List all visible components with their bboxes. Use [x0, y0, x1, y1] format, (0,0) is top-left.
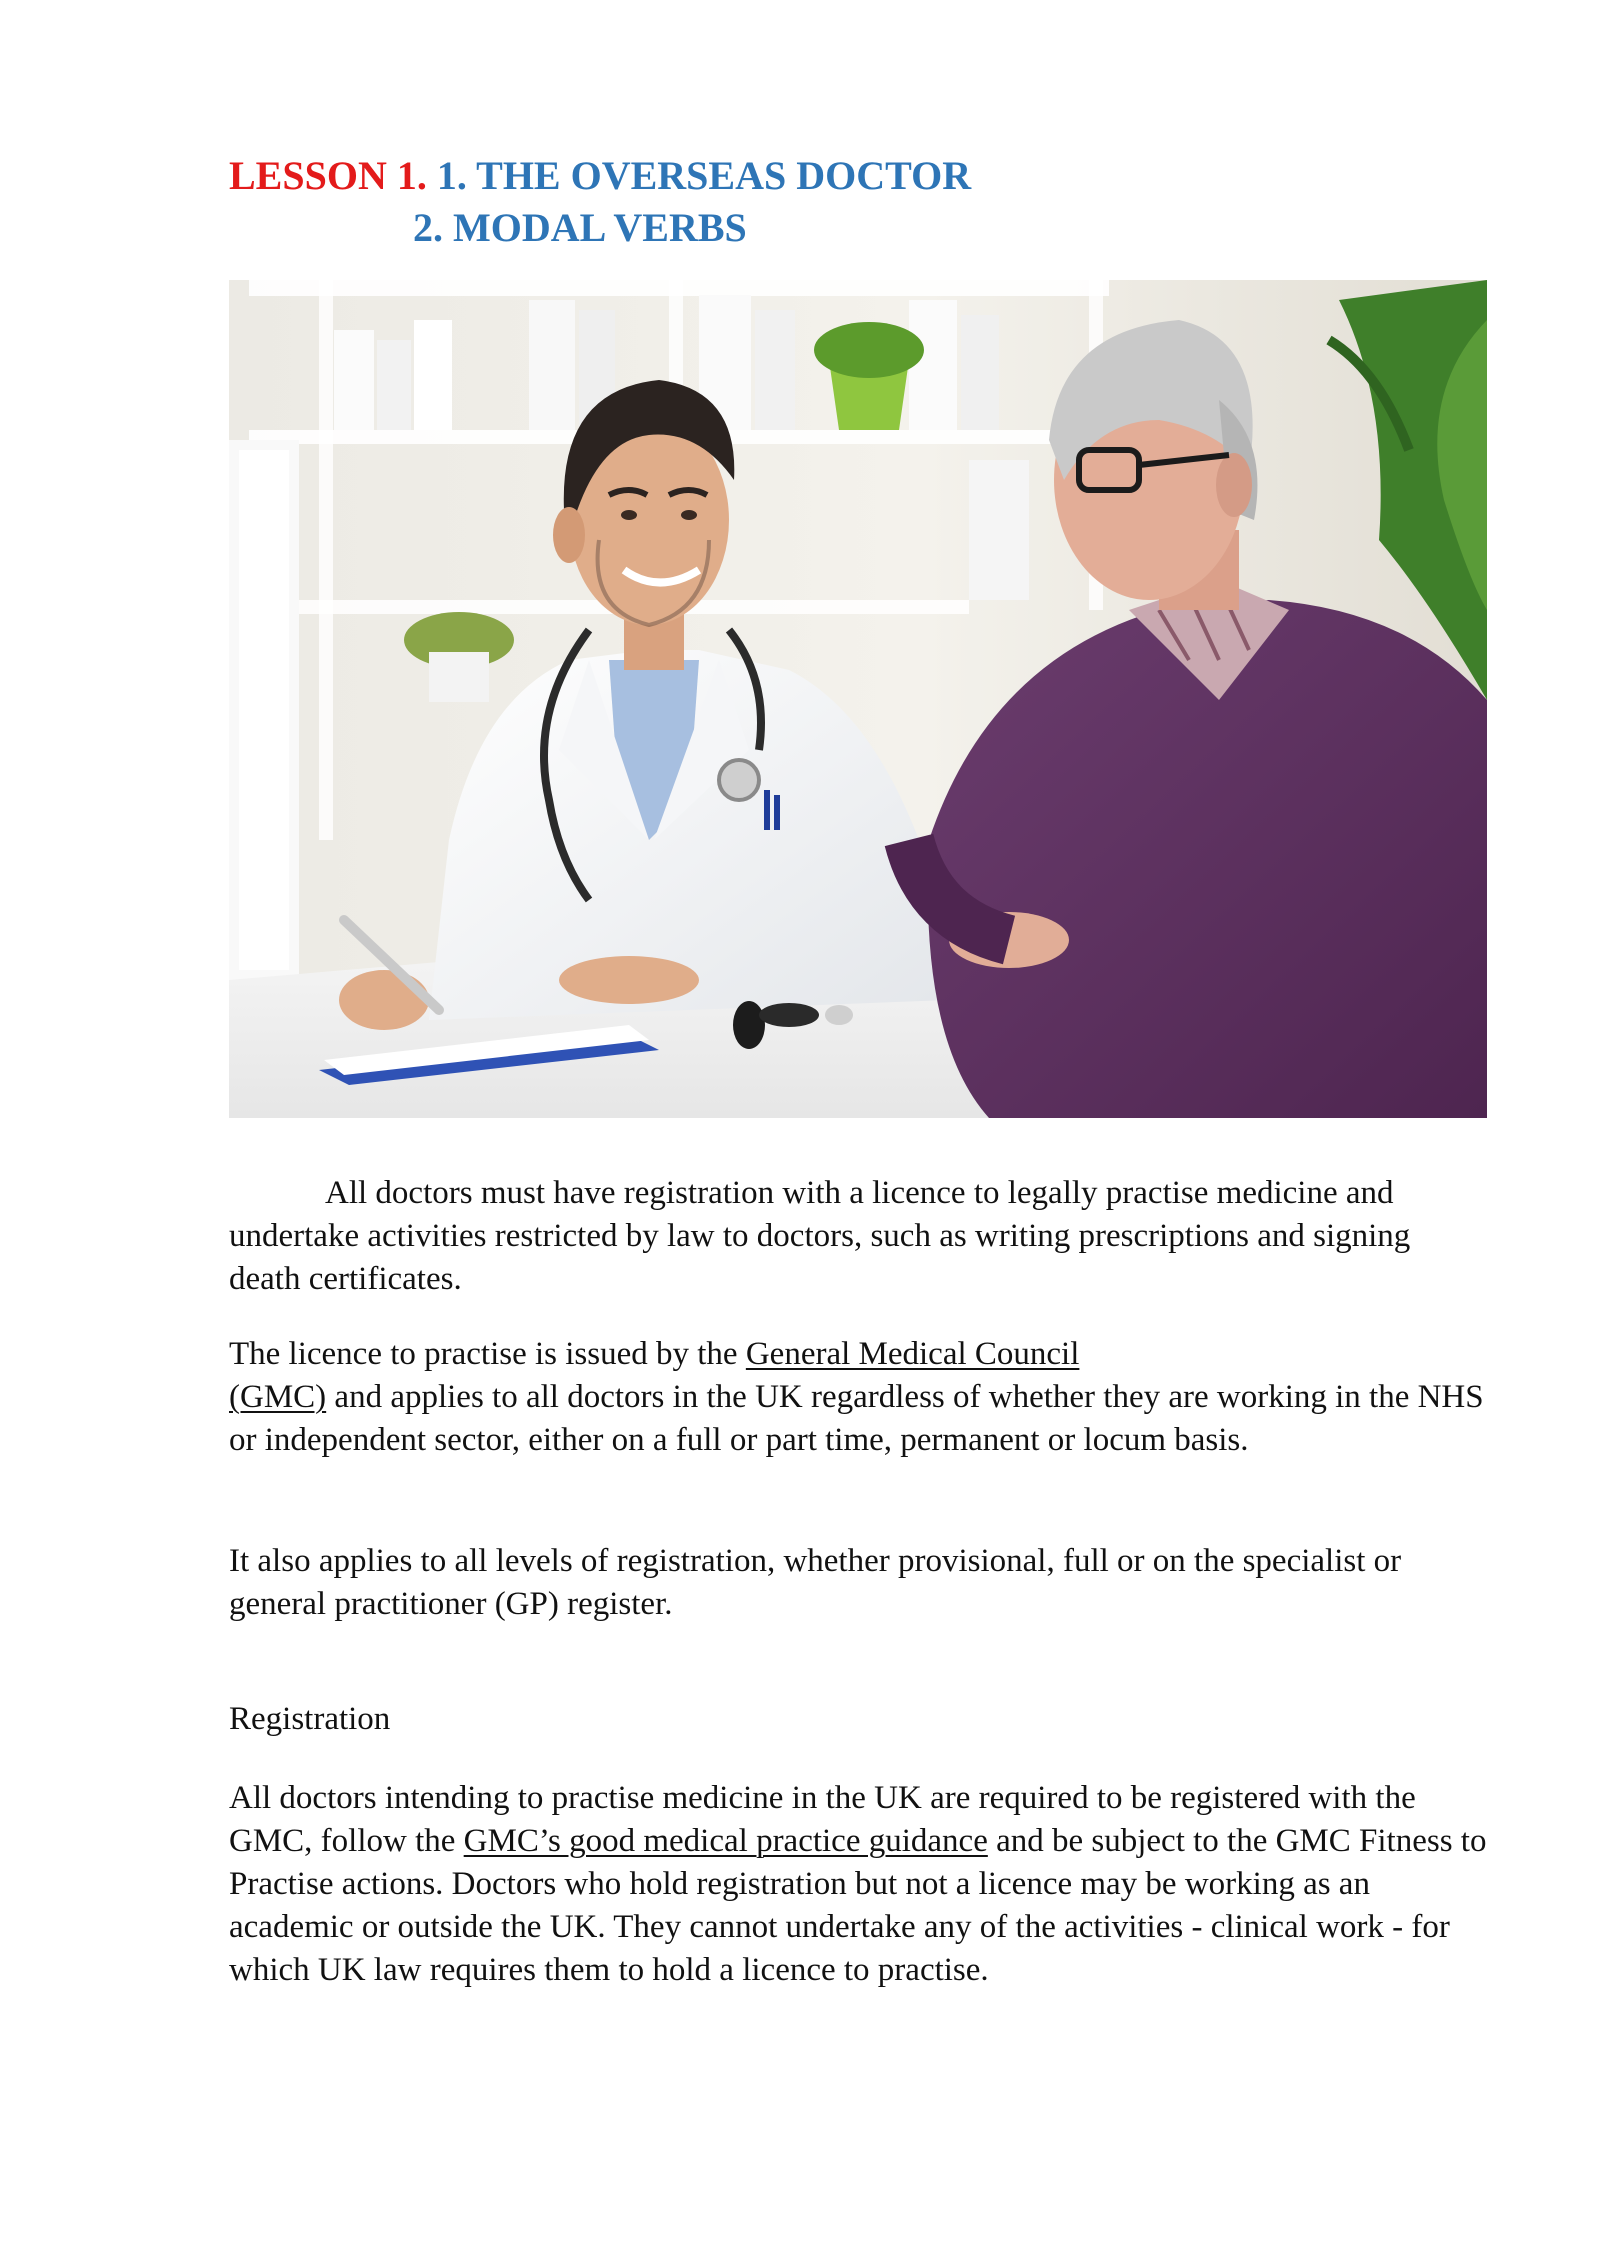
- paragraph-licence-issuer-text-start: The licence to practise is issued by the: [229, 1336, 746, 1372]
- lesson-label: LESSON 1.: [229, 153, 427, 198]
- title-topic-1: 1. THE OVERSEAS DOCTOR: [436, 153, 972, 198]
- paragraph-licence-issuer: [229, 1333, 1489, 1462]
- gmc-link-text-1: General Medical Council: [745, 1336, 1080, 1372]
- gmc-link-text-2: (GMC): [229, 1379, 327, 1415]
- paragraph-registration-levels: It also applies to all levels of registration, whether provisional, full or on the specialist or general practitioner (GP) register.: [229, 1543, 1402, 1622]
- doctor-patient-photo: [229, 280, 1487, 1118]
- registration-heading: Registration: [229, 1701, 391, 1737]
- title-topic-2: 2. MODAL VERBS: [413, 205, 747, 250]
- paragraph-registration-text-start: All doctors intending to practise medicine in the UK are required to be registered with the GMC, follow the: [229, 1780, 1416, 1859]
- paragraph-licence-issuer-text-end: and applies to all doctors in the UK regardless of whether they are working in the NHS or independent sector, either on a full or part time, permanent or locum basis.: [229, 1379, 1484, 1458]
- lesson-title: [229, 150, 971, 254]
- paragraph-licence-requirement: All doctors must have registration with a licence to legally practise medicine and undertake activities restricted by law to doctors, such as writing prescriptions and signing death certificates.: [229, 1175, 1411, 1297]
- paragraph-registration-text-end: and be subject to the GMC Fitness to Practise actions. Doctors who hold registration but not a licence may be working as an academic or outside the UK. They cannot undertake any of the activities - clinical work - for which UK law requires them to hold a licence to practise.: [229, 1823, 1487, 1988]
- title-line-1: [229, 150, 971, 202]
- good-medical-practice-link[interactable]: GMC’s good medical practice guidance: [463, 1823, 988, 1859]
- paragraph-registration-details: [229, 1777, 1489, 1992]
- title-line-2: [229, 202, 971, 254]
